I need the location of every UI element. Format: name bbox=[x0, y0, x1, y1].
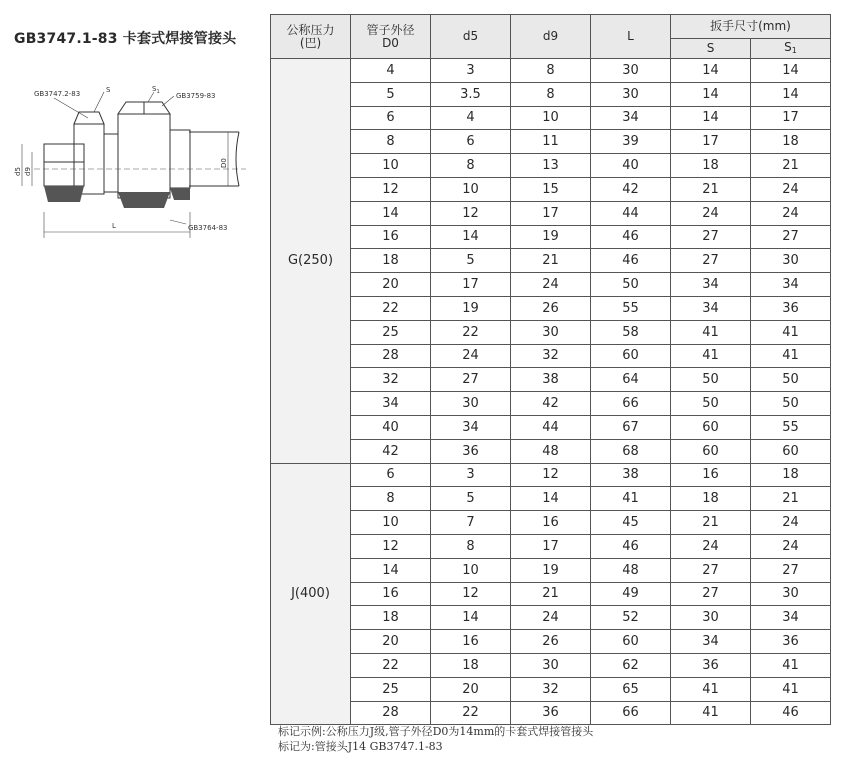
pipe-od-cell: 14 bbox=[351, 558, 431, 582]
table-row bbox=[271, 177, 831, 201]
d5-cell: 22 bbox=[431, 320, 511, 344]
s-cell: 21 bbox=[671, 177, 751, 201]
s-cell: 41 bbox=[671, 320, 751, 344]
table-row bbox=[271, 653, 831, 677]
l-cell: 34 bbox=[591, 106, 671, 130]
s1-cell: 41 bbox=[751, 320, 831, 344]
pipe-od-cell: 5 bbox=[351, 82, 431, 106]
l-cell: 66 bbox=[591, 701, 671, 725]
l-cell: 46 bbox=[591, 225, 671, 249]
s1-cell: 41 bbox=[751, 344, 831, 368]
s-cell: 27 bbox=[671, 558, 751, 582]
l-cell: 46 bbox=[591, 249, 671, 273]
d9-cell: 19 bbox=[511, 558, 591, 582]
table-row bbox=[271, 463, 831, 487]
s-cell: 34 bbox=[671, 273, 751, 297]
pipe-od-cell: 14 bbox=[351, 201, 431, 225]
pipe-od-cell: 22 bbox=[351, 653, 431, 677]
s-cell: 34 bbox=[671, 296, 751, 320]
table-row bbox=[271, 201, 831, 225]
d5-cell: 22 bbox=[431, 701, 511, 725]
s1-cell: 18 bbox=[751, 130, 831, 154]
table-header bbox=[271, 15, 831, 59]
s1-cell: 30 bbox=[751, 582, 831, 606]
l-cell: 41 bbox=[591, 487, 671, 511]
s1-cell: 24 bbox=[751, 511, 831, 535]
d9-cell: 26 bbox=[511, 296, 591, 320]
table-row bbox=[271, 392, 831, 416]
d5-cell: 14 bbox=[431, 225, 511, 249]
s1-cell: 55 bbox=[751, 415, 831, 439]
d9-cell: 8 bbox=[511, 82, 591, 106]
d5-cell: 30 bbox=[431, 392, 511, 416]
s1-cell: 14 bbox=[751, 82, 831, 106]
s-cell: 34 bbox=[671, 630, 751, 654]
d5-cell: 24 bbox=[431, 344, 511, 368]
l-header: L bbox=[591, 15, 671, 59]
l-cell: 30 bbox=[591, 82, 671, 106]
s-cell: 14 bbox=[671, 106, 751, 130]
table-row bbox=[271, 225, 831, 249]
pressure-header: 公称压力 (巴) bbox=[271, 15, 351, 59]
d5-cell: 8 bbox=[431, 154, 511, 178]
d5-cell: 18 bbox=[431, 653, 511, 677]
s1-label: $S_1$ bbox=[152, 85, 160, 95]
s-header: S bbox=[671, 39, 751, 59]
s1-cell: 60 bbox=[751, 439, 831, 463]
l-cell: 44 bbox=[591, 201, 671, 225]
marking-note bbox=[278, 724, 593, 754]
page-title: GB3747.1-83 卡套式焊接管接头 bbox=[14, 31, 237, 47]
note-line-2: 标记为:管接头J14 GB3747.1-83 bbox=[278, 740, 443, 753]
pipe-od-cell: 20 bbox=[351, 630, 431, 654]
s-cell: 60 bbox=[671, 415, 751, 439]
d9-cell: 30 bbox=[511, 653, 591, 677]
table-row bbox=[271, 320, 831, 344]
s-cell: 60 bbox=[671, 439, 751, 463]
s-cell: 24 bbox=[671, 534, 751, 558]
l-cell: 60 bbox=[591, 344, 671, 368]
d5-cell: 17 bbox=[431, 273, 511, 297]
s1-cell: 30 bbox=[751, 249, 831, 273]
s1-cell: 24 bbox=[751, 201, 831, 225]
l-cell: 39 bbox=[591, 130, 671, 154]
pipe-od-cell: 8 bbox=[351, 130, 431, 154]
table-row bbox=[271, 106, 831, 130]
pipe-od-cell: 40 bbox=[351, 415, 431, 439]
d5-header: d5 bbox=[431, 15, 511, 59]
d9-cell: 24 bbox=[511, 606, 591, 630]
d5-cell: 3 bbox=[431, 463, 511, 487]
l-cell: 46 bbox=[591, 534, 671, 558]
table-row bbox=[271, 130, 831, 154]
d5-cell: 16 bbox=[431, 630, 511, 654]
table-row bbox=[271, 368, 831, 392]
s1-cell: 27 bbox=[751, 558, 831, 582]
s1-cell: 18 bbox=[751, 463, 831, 487]
table-row bbox=[271, 701, 831, 725]
s1-cell: 41 bbox=[751, 653, 831, 677]
pipe-od-cell: 10 bbox=[351, 154, 431, 178]
pipe-od-cell: 8 bbox=[351, 487, 431, 511]
d5-cell: 8 bbox=[431, 534, 511, 558]
s-cell: 18 bbox=[671, 487, 751, 511]
s1-cell: 50 bbox=[751, 368, 831, 392]
d9-cell: 44 bbox=[511, 415, 591, 439]
s-cell: 41 bbox=[671, 344, 751, 368]
s-cell: 14 bbox=[671, 59, 751, 83]
s1-cell: 17 bbox=[751, 106, 831, 130]
d9-cell: 24 bbox=[511, 273, 591, 297]
d9-cell: 16 bbox=[511, 511, 591, 535]
d9-cell: 15 bbox=[511, 177, 591, 201]
l-cell: 58 bbox=[591, 320, 671, 344]
pipe-od-cell: 16 bbox=[351, 225, 431, 249]
d9-cell: 13 bbox=[511, 154, 591, 178]
s-cell: 36 bbox=[671, 653, 751, 677]
s1-cell: 34 bbox=[751, 273, 831, 297]
pipe-od-cell: 18 bbox=[351, 606, 431, 630]
l-cell: 38 bbox=[591, 463, 671, 487]
s-cell: 27 bbox=[671, 225, 751, 249]
s-cell: 50 bbox=[671, 368, 751, 392]
d9-cell: 19 bbox=[511, 225, 591, 249]
pressure-grade-cell: J(400) bbox=[271, 463, 351, 725]
l-cell: 62 bbox=[591, 653, 671, 677]
s-cell: 27 bbox=[671, 582, 751, 606]
l-cell: 45 bbox=[591, 511, 671, 535]
s1-header: $S_1$ bbox=[751, 39, 831, 59]
d9-cell: 12 bbox=[511, 463, 591, 487]
pipe-od-cell: 20 bbox=[351, 273, 431, 297]
d5-cell: 3 bbox=[431, 59, 511, 83]
pipe-od-cell: 16 bbox=[351, 582, 431, 606]
pipe-od-cell: 25 bbox=[351, 677, 431, 701]
d9-cell: 10 bbox=[511, 106, 591, 130]
d5-cell: 4 bbox=[431, 106, 511, 130]
l-cell: 48 bbox=[591, 558, 671, 582]
pipe-od-cell: 4 bbox=[351, 59, 431, 83]
l-cell: 49 bbox=[591, 582, 671, 606]
l-cell: 42 bbox=[591, 177, 671, 201]
table-row bbox=[271, 558, 831, 582]
s-cell: 21 bbox=[671, 511, 751, 535]
d9-cell: 36 bbox=[511, 701, 591, 725]
table-row bbox=[271, 59, 831, 83]
s1-cell: 41 bbox=[751, 677, 831, 701]
d5-cell: 10 bbox=[431, 177, 511, 201]
pipe-od-cell: 12 bbox=[351, 177, 431, 201]
d5-cell: 7 bbox=[431, 511, 511, 535]
l-cell: 50 bbox=[591, 273, 671, 297]
table-row bbox=[271, 296, 831, 320]
s-cell: 41 bbox=[671, 677, 751, 701]
d5-cell: 12 bbox=[431, 201, 511, 225]
d9-cell: 11 bbox=[511, 130, 591, 154]
l-cell: 52 bbox=[591, 606, 671, 630]
l-cell: 66 bbox=[591, 392, 671, 416]
d5-cell: 5 bbox=[431, 249, 511, 273]
d0-label: D0 bbox=[220, 158, 228, 168]
table-row bbox=[271, 582, 831, 606]
pipe-od-cell: 12 bbox=[351, 534, 431, 558]
d9-cell: 14 bbox=[511, 487, 591, 511]
pipe-od-header: 管子外径 D0 bbox=[351, 15, 431, 59]
d5-cell: 34 bbox=[431, 415, 511, 439]
l-cell: 67 bbox=[591, 415, 671, 439]
d9-cell: 17 bbox=[511, 534, 591, 558]
d9-cell: 21 bbox=[511, 249, 591, 273]
pipe-od-cell: 28 bbox=[351, 344, 431, 368]
d5-cell: 20 bbox=[431, 677, 511, 701]
wrench-size-header: 扳手尺寸(mm) bbox=[671, 15, 831, 39]
s1-cell: 34 bbox=[751, 606, 831, 630]
d9-cell: 17 bbox=[511, 201, 591, 225]
s-cell: 27 bbox=[671, 249, 751, 273]
spec-table bbox=[270, 14, 831, 725]
s-cell: 50 bbox=[671, 392, 751, 416]
pipe-od-cell: 25 bbox=[351, 320, 431, 344]
s1-cell: 46 bbox=[751, 701, 831, 725]
d9-cell: 26 bbox=[511, 630, 591, 654]
s-cell: 30 bbox=[671, 606, 751, 630]
table-row bbox=[271, 511, 831, 535]
fitting-drawing bbox=[14, 84, 254, 254]
d5-cell: 10 bbox=[431, 558, 511, 582]
d9-header: d9 bbox=[511, 15, 591, 59]
l-cell: 55 bbox=[591, 296, 671, 320]
table-row bbox=[271, 534, 831, 558]
pressure-grade-cell: G(250) bbox=[271, 59, 351, 464]
d5-label: d5 bbox=[14, 167, 22, 176]
s-cell: 18 bbox=[671, 154, 751, 178]
table-row bbox=[271, 415, 831, 439]
s-cell: 24 bbox=[671, 201, 751, 225]
l-cell: 68 bbox=[591, 439, 671, 463]
d5-cell: 19 bbox=[431, 296, 511, 320]
s-cell: 16 bbox=[671, 463, 751, 487]
d9-cell: 8 bbox=[511, 59, 591, 83]
s1-cell: 50 bbox=[751, 392, 831, 416]
s1-cell: 14 bbox=[751, 59, 831, 83]
pipe-od-cell: 18 bbox=[351, 249, 431, 273]
d9-cell: 48 bbox=[511, 439, 591, 463]
d9-cell: 32 bbox=[511, 677, 591, 701]
d9-cell: 32 bbox=[511, 344, 591, 368]
note-line-1: 标记示例:公称压力J级,管子外径D0为14mm的卡套式焊接管接头 bbox=[278, 725, 594, 738]
d5-cell: 5 bbox=[431, 487, 511, 511]
l-cell: 64 bbox=[591, 368, 671, 392]
table-row bbox=[271, 439, 831, 463]
standard-label-c: GB3764-83 bbox=[188, 224, 228, 232]
pipe-od-cell: 6 bbox=[351, 106, 431, 130]
l-cell: 40 bbox=[591, 154, 671, 178]
table-row bbox=[271, 606, 831, 630]
table-body bbox=[271, 59, 831, 725]
table-row bbox=[271, 630, 831, 654]
standard-label-b: GB3759-83 bbox=[176, 92, 216, 100]
pipe-od-cell: 6 bbox=[351, 463, 431, 487]
length-label: L bbox=[112, 222, 116, 230]
table-row bbox=[271, 249, 831, 273]
l-cell: 60 bbox=[591, 630, 671, 654]
d9-cell: 42 bbox=[511, 392, 591, 416]
s-label: S bbox=[106, 86, 111, 94]
pipe-od-cell: 22 bbox=[351, 296, 431, 320]
s1-cell: 24 bbox=[751, 534, 831, 558]
d5-cell: 6 bbox=[431, 130, 511, 154]
d9-cell: 38 bbox=[511, 368, 591, 392]
pipe-od-cell: 28 bbox=[351, 701, 431, 725]
table-row bbox=[271, 344, 831, 368]
s1-cell: 36 bbox=[751, 296, 831, 320]
d5-cell: 27 bbox=[431, 368, 511, 392]
s-cell: 17 bbox=[671, 130, 751, 154]
s1-cell: 36 bbox=[751, 630, 831, 654]
s1-cell: 27 bbox=[751, 225, 831, 249]
s-cell: 41 bbox=[671, 701, 751, 725]
table-row bbox=[271, 154, 831, 178]
standard-label-a: GB3747.2-83 bbox=[34, 90, 81, 98]
s-cell: 14 bbox=[671, 82, 751, 106]
pipe-od-cell: 42 bbox=[351, 439, 431, 463]
l-cell: 65 bbox=[591, 677, 671, 701]
pipe-od-cell: 34 bbox=[351, 392, 431, 416]
s1-cell: 24 bbox=[751, 177, 831, 201]
d9-cell: 21 bbox=[511, 582, 591, 606]
s1-cell: 21 bbox=[751, 154, 831, 178]
table-row bbox=[271, 82, 831, 106]
d5-cell: 12 bbox=[431, 582, 511, 606]
table-row bbox=[271, 677, 831, 701]
pipe-od-cell: 10 bbox=[351, 511, 431, 535]
d9-cell: 30 bbox=[511, 320, 591, 344]
d5-cell: 36 bbox=[431, 439, 511, 463]
pipe-od-cell: 32 bbox=[351, 368, 431, 392]
d9-label: d9 bbox=[24, 167, 32, 176]
d5-cell: 3.5 bbox=[431, 82, 511, 106]
l-cell: 30 bbox=[591, 59, 671, 83]
d5-cell: 14 bbox=[431, 606, 511, 630]
s1-cell: 21 bbox=[751, 487, 831, 511]
table-row bbox=[271, 273, 831, 297]
table-row bbox=[271, 487, 831, 511]
